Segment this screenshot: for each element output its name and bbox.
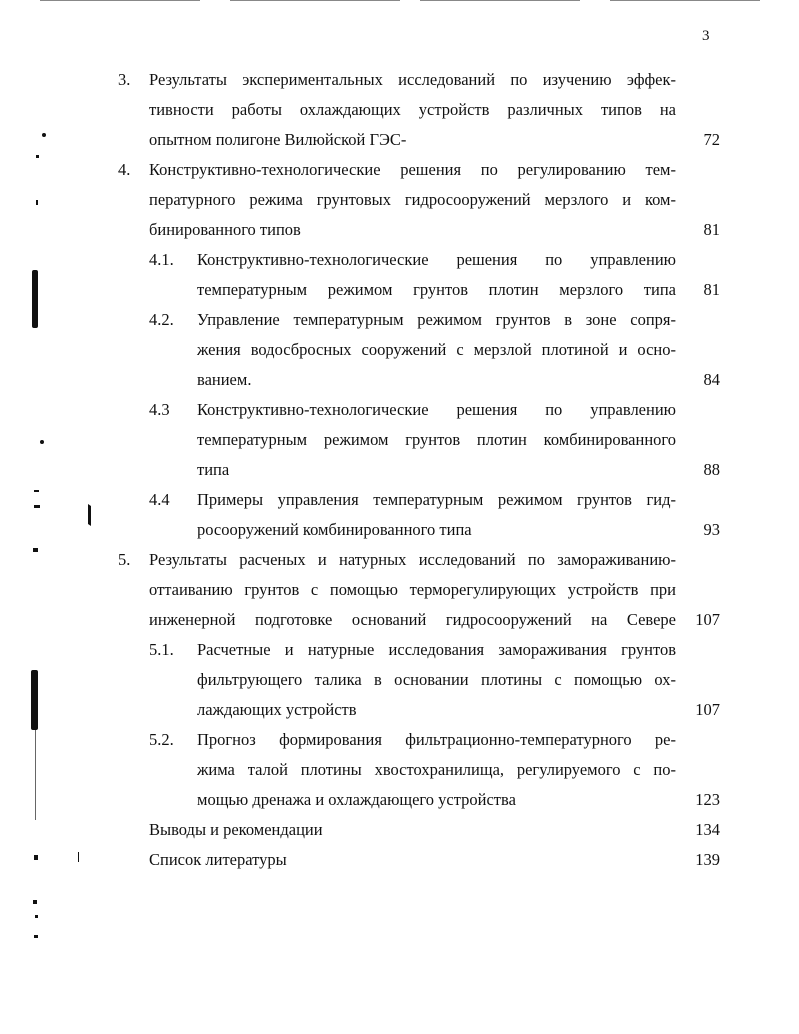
toc-entry[interactable] — [118, 305, 720, 395]
toc-entry[interactable] — [118, 65, 720, 155]
toc-entry-page: 81 — [703, 280, 720, 299]
toc-entry-page: 93 — [703, 520, 720, 539]
scan-artifact — [32, 270, 38, 328]
toc-entry[interactable] — [118, 635, 720, 725]
toc-entry[interactable] — [118, 245, 720, 305]
toc-entry-title-line: жения водосбросных сооружений с мерзлой плотиной и осно- — [197, 340, 676, 359]
toc-entry-number: 4.4 — [149, 490, 170, 509]
toc-entry-title-line: оттаиванию грунтов с помощью терморегулирующих устройств при — [149, 580, 676, 599]
toc-entry-title-line: Результаты расченых и натурных исследований по замораживанию- — [149, 550, 676, 569]
toc-entry[interactable] — [118, 395, 720, 485]
toc-entry-number: 4. — [118, 160, 131, 179]
toc-entry[interactable] — [118, 155, 720, 245]
toc-entry-title-line: жима талой плотины хвостохранилища, регулируемого с по- — [197, 760, 676, 779]
toc-entry-page: 139 — [695, 850, 720, 869]
scan-artifact — [34, 490, 39, 492]
toc-entry[interactable] — [118, 485, 720, 545]
page-number: 3 — [702, 28, 710, 44]
toc-entry-title-line: бинированного типов — [149, 220, 301, 239]
toc-entry-title-line: росооружений комбинированного типа — [197, 520, 472, 539]
toc-entry-title-line: мощью дренажа и охлаждающего устройства — [197, 790, 516, 809]
toc-entry-page: 123 — [695, 790, 720, 809]
scan-artifact — [35, 915, 38, 918]
toc-entry-title-line: Список литературы — [149, 850, 287, 869]
toc-entry-title-line: Прогноз формирования фильтрационно-температурного ре- — [197, 730, 676, 749]
scan-artifact — [33, 900, 37, 904]
scan-artifact — [31, 670, 38, 730]
toc-entry-title-line: Конструктивно-технологические решения по управлению — [197, 400, 676, 419]
scan-artifact — [88, 504, 91, 526]
toc-entry[interactable] — [118, 845, 720, 875]
toc-entry-title-line: пературного режима грунтовых гидросооружений мерзлого и ком- — [149, 190, 676, 209]
toc-entry-number: 4.2. — [149, 310, 174, 329]
toc-entry-title-line: типа — [197, 460, 230, 479]
toc-entry-number: 3. — [118, 70, 131, 89]
table-of-contents — [118, 65, 720, 875]
toc-entry-title-line: Примеры управления температурным режимом грунтов гид- — [197, 490, 676, 509]
scan-artifact — [36, 200, 38, 205]
toc-entry[interactable] — [118, 815, 720, 845]
toc-entry-number: 5.1. — [149, 640, 174, 659]
toc-entry-page: 84 — [703, 370, 720, 389]
toc-entry-title-line: Конструктивно-технологические решения по регулированию тем- — [149, 160, 676, 179]
toc-entry-title-line: фильтрующего талика в основании плотины с помощью ох- — [197, 670, 676, 689]
toc-entry-number: 5. — [118, 550, 131, 569]
toc-entry-number: 4.1. — [149, 250, 174, 269]
scan-artifact — [34, 855, 38, 860]
toc-entry-title-line: Выводы и рекомендации — [149, 820, 323, 839]
scan-artifact — [36, 155, 39, 158]
scan-artifact — [33, 548, 38, 552]
toc-entry-title-line: Конструктивно-технологические решения по управлению — [197, 250, 676, 269]
toc-entry-page: 81 — [703, 220, 720, 239]
toc-entry-page: 88 — [703, 460, 720, 479]
toc-entry-title-line: ванием. — [197, 370, 252, 389]
scan-artifact — [40, 440, 44, 444]
toc-entry-title-line: Управление температурным режимом грунтов в зоне сопря- — [197, 310, 676, 329]
toc-entry-page: 107 — [695, 610, 720, 629]
toc-entry-title-line: опытном полигоне Вилюйской ГЭС- — [149, 130, 407, 149]
scan-artifact — [42, 133, 46, 137]
toc-entry-page: 107 — [695, 700, 720, 719]
toc-entry-title-line: Результаты экспериментальных исследований по изучению эффек- — [149, 70, 676, 89]
toc-entry[interactable] — [118, 725, 720, 815]
toc-entry-title-line: Расчетные и натурные исследования замораживания грунтов — [197, 640, 676, 659]
toc-entry-title-line: температурным режимом грунтов плотин комбинированного — [197, 430, 676, 449]
toc-entry-page: 72 — [703, 130, 720, 149]
toc-entry-page: 134 — [695, 820, 720, 839]
scan-artifact — [34, 935, 38, 938]
scan-artifact — [34, 505, 40, 508]
toc-entry-number: 5.2. — [149, 730, 174, 749]
toc-entry-title-line: инженерной подготовке оснований гидросооружений на Севере — [149, 610, 676, 629]
toc-entry-title-line: лаждающих устройств — [197, 700, 357, 719]
scan-artifact — [35, 730, 36, 820]
toc-entry-number: 4.3 — [149, 400, 170, 419]
toc-entry-title-line: температурным режимом грунтов плотин мерзлого типа — [197, 280, 676, 299]
scan-artifact — [78, 852, 79, 862]
toc-entry[interactable] — [118, 545, 720, 635]
toc-entry-title-line: тивности работы охлаждающих устройств различных типов на — [149, 100, 676, 119]
scan-top-edge — [0, 0, 799, 2]
